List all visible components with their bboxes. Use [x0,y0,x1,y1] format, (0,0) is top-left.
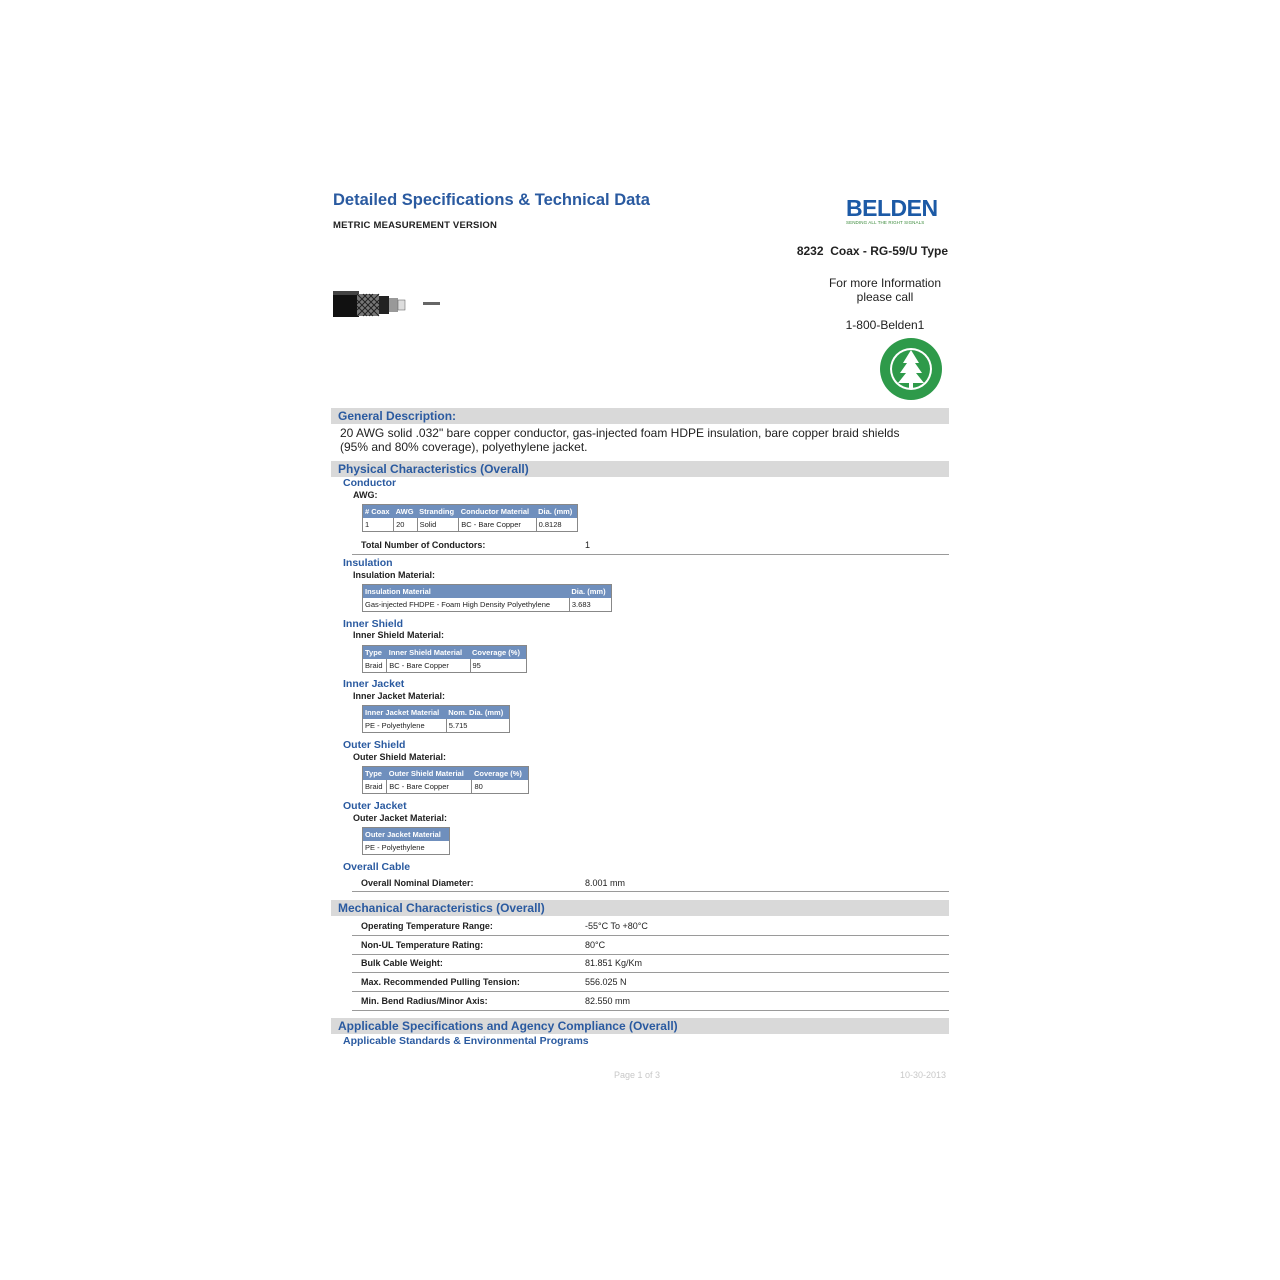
table-header: Nom. Dia. (mm) [446,706,509,720]
table-header: Outer Jacket Material [363,828,450,842]
inner-shield-section-title: Inner Shield [343,618,404,630]
insulation-material-label: Insulation Material: [353,570,436,580]
table-header: AWG [394,505,417,519]
mechanical-characteristics-band [331,900,949,916]
table-header: Conductor Material [459,505,536,519]
compliance-heading: Applicable Specifications and Agency Compliance (Overall) [338,1019,678,1033]
mechanical-characteristics-heading: Mechanical Characteristics (Overall) [338,901,545,915]
compliance-band [331,1018,949,1034]
divider [352,1010,949,1011]
belden-logo [846,196,936,226]
mech-row-value: 81.851 Kg/Km [585,958,643,968]
overall-diameter-value: 8.001 mm [585,878,626,888]
table-cell: Gas-injected FHDPE - Foam High Density Polyethylene [365,600,551,609]
page-subtitle: METRIC MEASUREMENT VERSION [333,220,498,231]
table-header: Coverage (%) [472,767,529,781]
table-header: Outer Shield Material [387,767,472,781]
outer-shield-table [362,766,529,794]
general-description-line-1: 20 AWG solid .032" bare copper conductor, gas-injected foam HDPE insulation, bare copper braid shields [340,426,900,440]
divider [352,991,949,992]
table-row [363,518,578,532]
table-cell: 5.715 [446,719,509,733]
table-row [363,780,529,794]
mech-row-value: 82.550 mm [585,996,631,1006]
outer-jacket-table [362,827,450,855]
table-cell: BC - Bare Copper [387,780,472,794]
outer-shield-material-label: Outer Shield Material: [353,752,447,762]
conductor-section-title: Conductor [343,477,397,489]
product-name: 8232 Coax - RG-59/U Type [796,244,948,258]
table-cell: 95 [470,659,526,673]
table-row [363,659,527,673]
conductor-awg-label: AWG: [353,490,378,500]
physical-characteristics-band [331,461,949,477]
table-header: Type [363,646,387,660]
total-conductors-value: 1 [585,540,591,550]
table-cell: Solid [417,518,459,532]
document-date: 10-30-2013 [900,1070,947,1080]
table-row [363,598,612,612]
outer-jacket-section-title: Outer Jacket [343,800,407,812]
table-header: Inner Shield Material [387,646,470,660]
table-header-row [363,585,612,599]
mech-row-label: Bulk Cable Weight: [361,958,443,968]
insulation-section-title: Insulation [343,557,393,569]
outer-jacket-material-label: Outer Jacket Material: [353,813,448,823]
page-number: Page 1 of 3 [614,1070,661,1080]
table-header: # Coax [363,505,394,519]
table-cell: Braid [365,661,383,670]
insulation-table [362,584,612,612]
general-description-band [331,408,949,424]
table-cell: 20 [394,518,417,532]
divider [352,935,949,936]
page-title: Detailed Specifications & Technical Data [333,191,650,209]
overall-diameter-label: Overall Nominal Diameter: [361,878,474,888]
divider [352,891,949,892]
table-header-row [363,706,510,720]
table-cell: 0.8128 [536,518,577,532]
inner-jacket-table [362,705,510,733]
general-description-text [340,426,940,454]
table-row [363,841,450,855]
mech-row-label: Max. Recommended Pulling Tension: [361,977,520,987]
table-cell: 80 [472,780,529,794]
table-header: Coverage (%) [470,646,526,660]
mech-row-value: 80°C [585,940,606,950]
mech-row-value: 556.025 N [585,977,627,987]
table-row [363,719,510,733]
table-header: Stranding [417,505,459,519]
mech-row-label: Non-UL Temperature Rating: [361,940,484,950]
phone-number: 1-800-Belden1 [845,318,925,332]
table-header: Inner Jacket Material [363,706,447,720]
divider [352,554,949,555]
table-cell: BC - Bare Copper [459,518,536,532]
table-header: Insulation Material [363,585,570,599]
table-header: Dia. (mm) [536,505,577,519]
conductor-table [362,504,578,532]
general-description-line-2: (95% and 80% coverage), polyethylene jacket. [340,440,588,454]
mech-row-label: Operating Temperature Range: [361,921,493,931]
inner-jacket-material-label: Inner Jacket Material: [353,691,446,701]
table-cell: 1 [365,520,370,529]
outer-shield-section-title: Outer Shield [343,739,406,751]
inner-shield-material-label: Inner Shield Material: [353,630,445,640]
inner-shield-table [362,645,527,673]
mech-row-value: -55°C To +80°C [585,921,648,931]
logo-wordmark: BELDEN [846,195,938,221]
logo-tagline: SENDING ALL THE RIGHT SIGNALS [846,220,925,225]
total-conductors-label: Total Number of Conductors: [361,540,486,550]
rohs-compliant-badge [879,337,943,401]
table-header-row [363,828,450,842]
table-header-row [363,646,527,660]
general-description-heading: General Description: [338,409,457,423]
table-header: Type [363,767,387,781]
info-line-1: For more Information [828,276,942,290]
mech-row-label: Min. Bend Radius/Minor Axis: [361,996,488,1006]
table-cell: Braid [365,782,383,791]
table-cell: BC - Bare Copper [387,659,470,673]
cable-illustration [333,285,443,320]
divider [352,972,949,973]
overall-cable-section-title: Overall Cable [343,861,411,873]
info-line-2: please call [856,290,914,304]
table-cell: 3.683 [569,598,611,612]
table-header-row [363,767,529,781]
table-header: Dia. (mm) [569,585,611,599]
divider [352,954,949,955]
table-cell: PE - Polyethylene [365,843,425,852]
compliance-subheading: Applicable Standards & Environmental Programs [343,1035,589,1047]
physical-characteristics-heading: Physical Characteristics (Overall) [338,462,529,476]
inner-jacket-section-title: Inner Jacket [343,678,405,690]
table-header-row [363,505,578,519]
table-cell: PE - Polyethylene [365,721,425,730]
